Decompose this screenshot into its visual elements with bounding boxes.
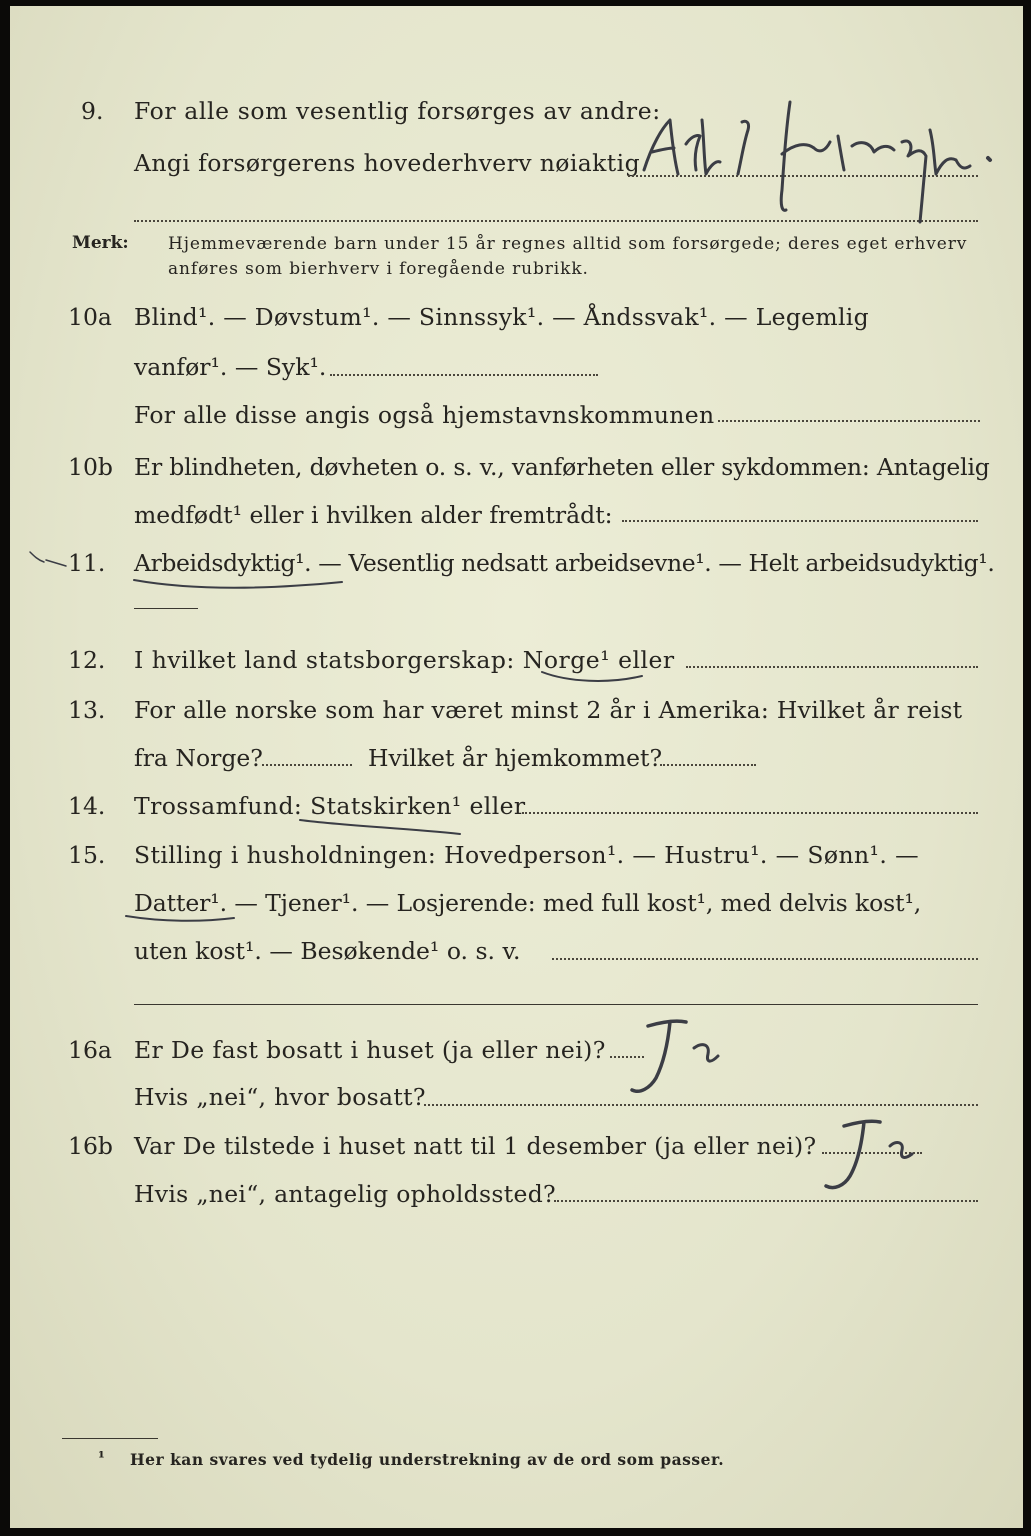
q16a-number: 16a [68, 1036, 112, 1064]
q10b-line2: medfødt¹ eller i hvilken alder fremtrådt: [134, 501, 613, 529]
q11-line1: Arbeidsdyktig¹. — Vesentlig nedsatt arbeidsevne¹. — Helt arbeidsudyktig¹. [134, 549, 995, 577]
q15-line3: uten kost¹. — Besøkende¹ o. s. v. [134, 937, 521, 965]
q15-line2: Datter¹. — Tjener¹. — Losjerende: med full kost¹, med delvis kost¹, [134, 889, 922, 917]
q9-line2: Angi forsørgerens hovederhverv nøiaktig [134, 149, 641, 177]
q15-extra-rule [134, 1004, 978, 1005]
q13-number: 13. [68, 696, 106, 724]
q15-underline-mark [122, 906, 242, 930]
q16b-handwritten-answer [806, 1110, 946, 1200]
q9-handwritten-answer [630, 90, 1000, 240]
q10b-answer-line [622, 520, 978, 522]
merk-label: Merk: [72, 233, 129, 253]
q14-underline-mark [296, 814, 466, 838]
q13-line1: For alle norske som har været minst 2 år i Amerika: Hvilket år reist [134, 696, 963, 724]
q10a-line2: vanfør¹. — Syk¹. [134, 353, 327, 381]
q10b-line1: Er blindheten, døvheten o. s. v., vanførheten eller sykdommen: Antagelig [134, 453, 990, 481]
q16a-line1: Er De fast bosatt i huset (ja eller nei)? [134, 1036, 606, 1064]
q13-line2a: fra Norge? [134, 744, 263, 772]
q15-line1: Stilling i husholdningen: Hovedperson¹. — Hustru¹. — Sønn¹. — [134, 841, 920, 869]
q16b-opholdssted-line [554, 1200, 978, 1202]
q16a-line2: Hvis „nei“, hvor bosatt? [134, 1083, 426, 1111]
q10b-number: 10b [68, 453, 113, 481]
q10a-kommune-line [718, 420, 980, 422]
q13-line2b: Hvilket år hjemkommet? [368, 744, 663, 772]
q16b-number: 16b [68, 1132, 113, 1160]
q12-number: 12. [68, 646, 106, 674]
margin-tick-mark [20, 546, 70, 576]
q15-answer-line [552, 958, 978, 960]
q14-answer-line [522, 812, 978, 814]
q11-short-rule [134, 608, 198, 609]
q13-hjemkommet-line [660, 764, 756, 766]
q11-underline-mark [130, 566, 350, 596]
q10a-line3: For alle disse angis også hjemstavnskommunen [134, 401, 715, 429]
q13-reist-line [262, 764, 352, 766]
q16a-bosatt-line [424, 1104, 978, 1106]
q10a-line1: Blind¹. — Døvstum¹. — Sinnssyk¹. — Åndssvak¹. — Legemlig [134, 303, 869, 331]
q10a-number: 10a [68, 303, 112, 331]
merk-line1: Hjemmeværende barn under 15 år regnes alltid som forsørgede; deres eget erhverv [168, 234, 968, 254]
q12-answer-line [686, 666, 978, 668]
q10a-syk-line [330, 374, 598, 376]
merk-line2: anføres som bierhverv i foregående rubrikk. [168, 259, 589, 279]
q16a-handwritten-answer [610, 1012, 750, 1102]
q11-number: 11. [68, 549, 106, 577]
footnote-text: Her kan svares ved tydelig understrekning av de ord som passer. [130, 1450, 725, 1469]
q12-underline-mark [538, 666, 648, 692]
q9-line1: For alle som vesentlig forsørges av andre: [134, 97, 661, 125]
census-form-page [10, 6, 1023, 1528]
q14-line1: Trossamfund: Statskirken¹ eller [134, 792, 526, 820]
q16b-line1: Var De tilstede i huset natt til 1 desember (ja eller nei)? [134, 1132, 817, 1160]
q9-number: 9. [81, 97, 104, 125]
q15-number: 15. [68, 841, 106, 869]
q12-line1: I hvilket land statsborgerskap: Norge¹ eller [134, 646, 675, 674]
q16b-line2: Hvis „nei“, antagelig opholdssted? [134, 1180, 556, 1208]
footnote-rule [62, 1438, 158, 1439]
q14-number: 14. [68, 792, 106, 820]
footnote-mark: ¹ [98, 1448, 105, 1467]
